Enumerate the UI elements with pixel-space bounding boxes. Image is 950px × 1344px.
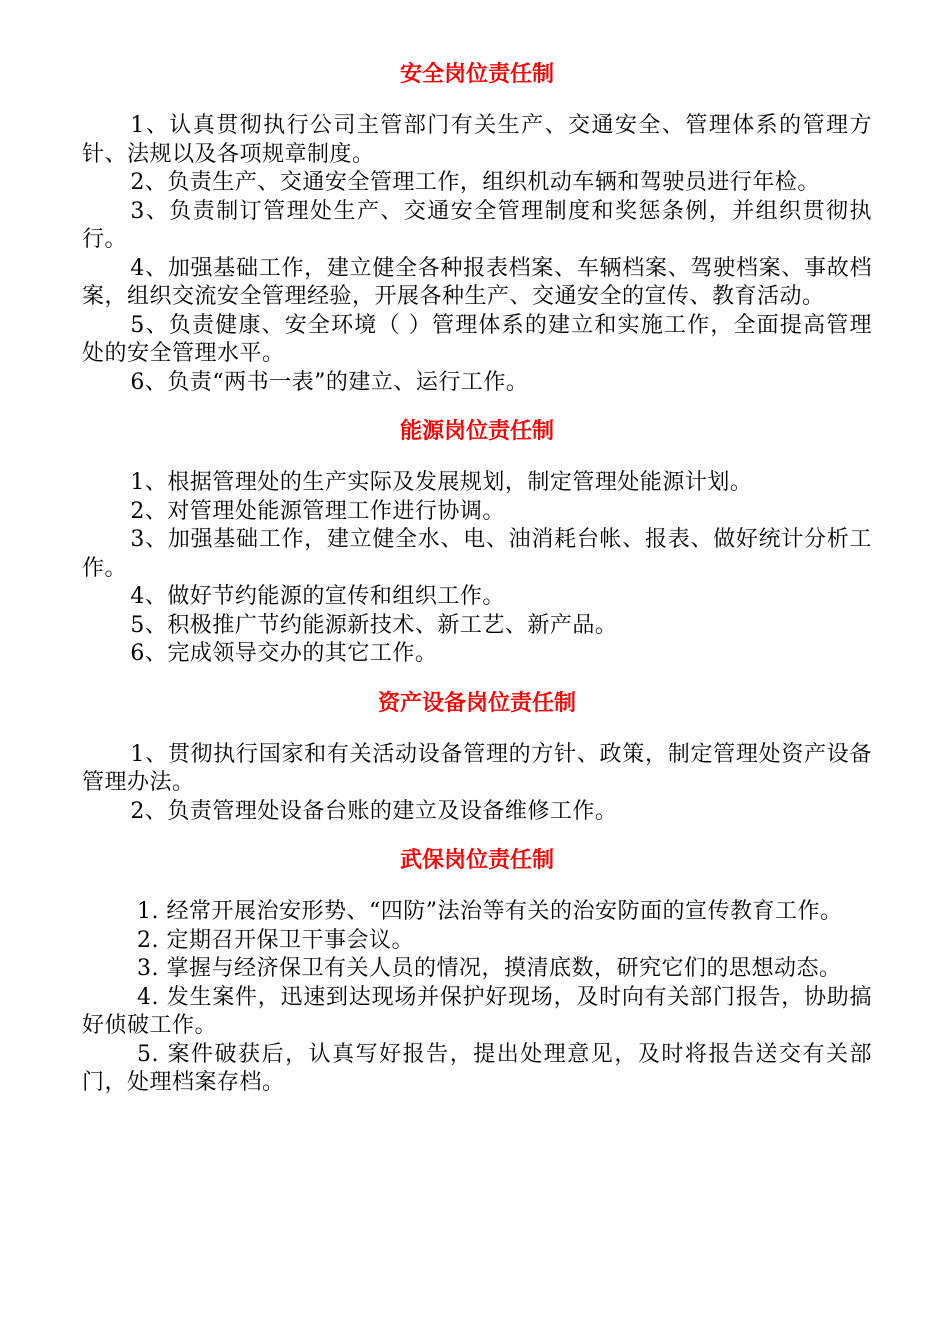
list-item: 5. 案件破获后，认真写好报告，提出处理意见，及时将报告送交有关部门，处理档案存档。 [82,1041,872,1095]
section-title: 安全岗位责任制 [399,61,554,87]
list-item: 5、积极推广节约能源新技术、新工艺、新产品。 [130,612,618,638]
section-safety [82,58,872,397]
list-item: 1、认真贯彻执行公司主管部门有关生产、交通安全、管理体系的管理方针、法规以及各项规章制度。 [82,113,872,167]
list-item: 3、加强基础工作，建立健全水、电、油消耗台帐、报表、做好统计分析工作。 [82,527,872,581]
section-title: 资产设备岗位责任制 [377,689,576,716]
list-item: 2、负责管理处设备台账的建立及设备维修工作。 [130,798,618,824]
list-item: 4、做好节约能源的宣传和组织工作。 [130,584,505,609]
list-item: 2. 定期召开保卫干事会议。 [137,927,414,953]
section-title: 能源岗位责任制 [399,418,554,444]
list-item: 1. 经常开展治安形势、“四防”法治等有关的治安防面的宣传教育工作。 [137,899,843,924]
list-item: 2、负责生产、交通安全管理工作，组织机动车辆和驾驶员进行年检。 [130,170,820,195]
list-item: 5、负责健康、安全环境（ ）管理体系的建立和实施工作，全面提高管理处的安全管理水平。 [82,312,872,366]
list-item: 3、负责制订管理处生产、交通安全管理制度和奖惩条例，并组织贯彻执行。 [82,198,872,252]
section-energy [82,415,872,669]
list-item: 1、贯彻执行国家和有关活动设备管理的方针、政策，制定管理处资产设备管理办法。 [82,741,872,795]
list-item: 2、对管理处能源管理工作进行协调。 [130,498,505,524]
item-list [82,112,872,397]
section-security [82,844,872,1098]
list-item: 4. 发生案件，迅速到达现场并保护好现场，及时向有关部门报告，协助搞好侦破工作。 [82,984,872,1038]
item-list [82,741,872,827]
document-page [82,58,872,1098]
list-item: 6、完成领导交办的其它工作。 [130,641,438,666]
list-item: 6、负责“两书一表”的建立、运行工作。 [130,369,529,395]
item-list [82,898,872,1098]
list-item: 1、根据管理处的生产实际及发展规划，制定管理处能源计划。 [130,470,753,495]
list-item: 4、加强基础工作，建立健全各种报表档案、车辆档案、驾驶档案、事故档案，组织交流安全管理经验，开展各种生产、交通安全的宣传、教育活动。 [82,255,872,309]
item-list [82,469,872,669]
section-assets [82,687,872,827]
section-title: 武保岗位责任制 [399,847,554,873]
list-item: 3. 掌握与经济保卫有关人员的情况，摸清底数，研究它们的思想动态。 [137,956,842,981]
